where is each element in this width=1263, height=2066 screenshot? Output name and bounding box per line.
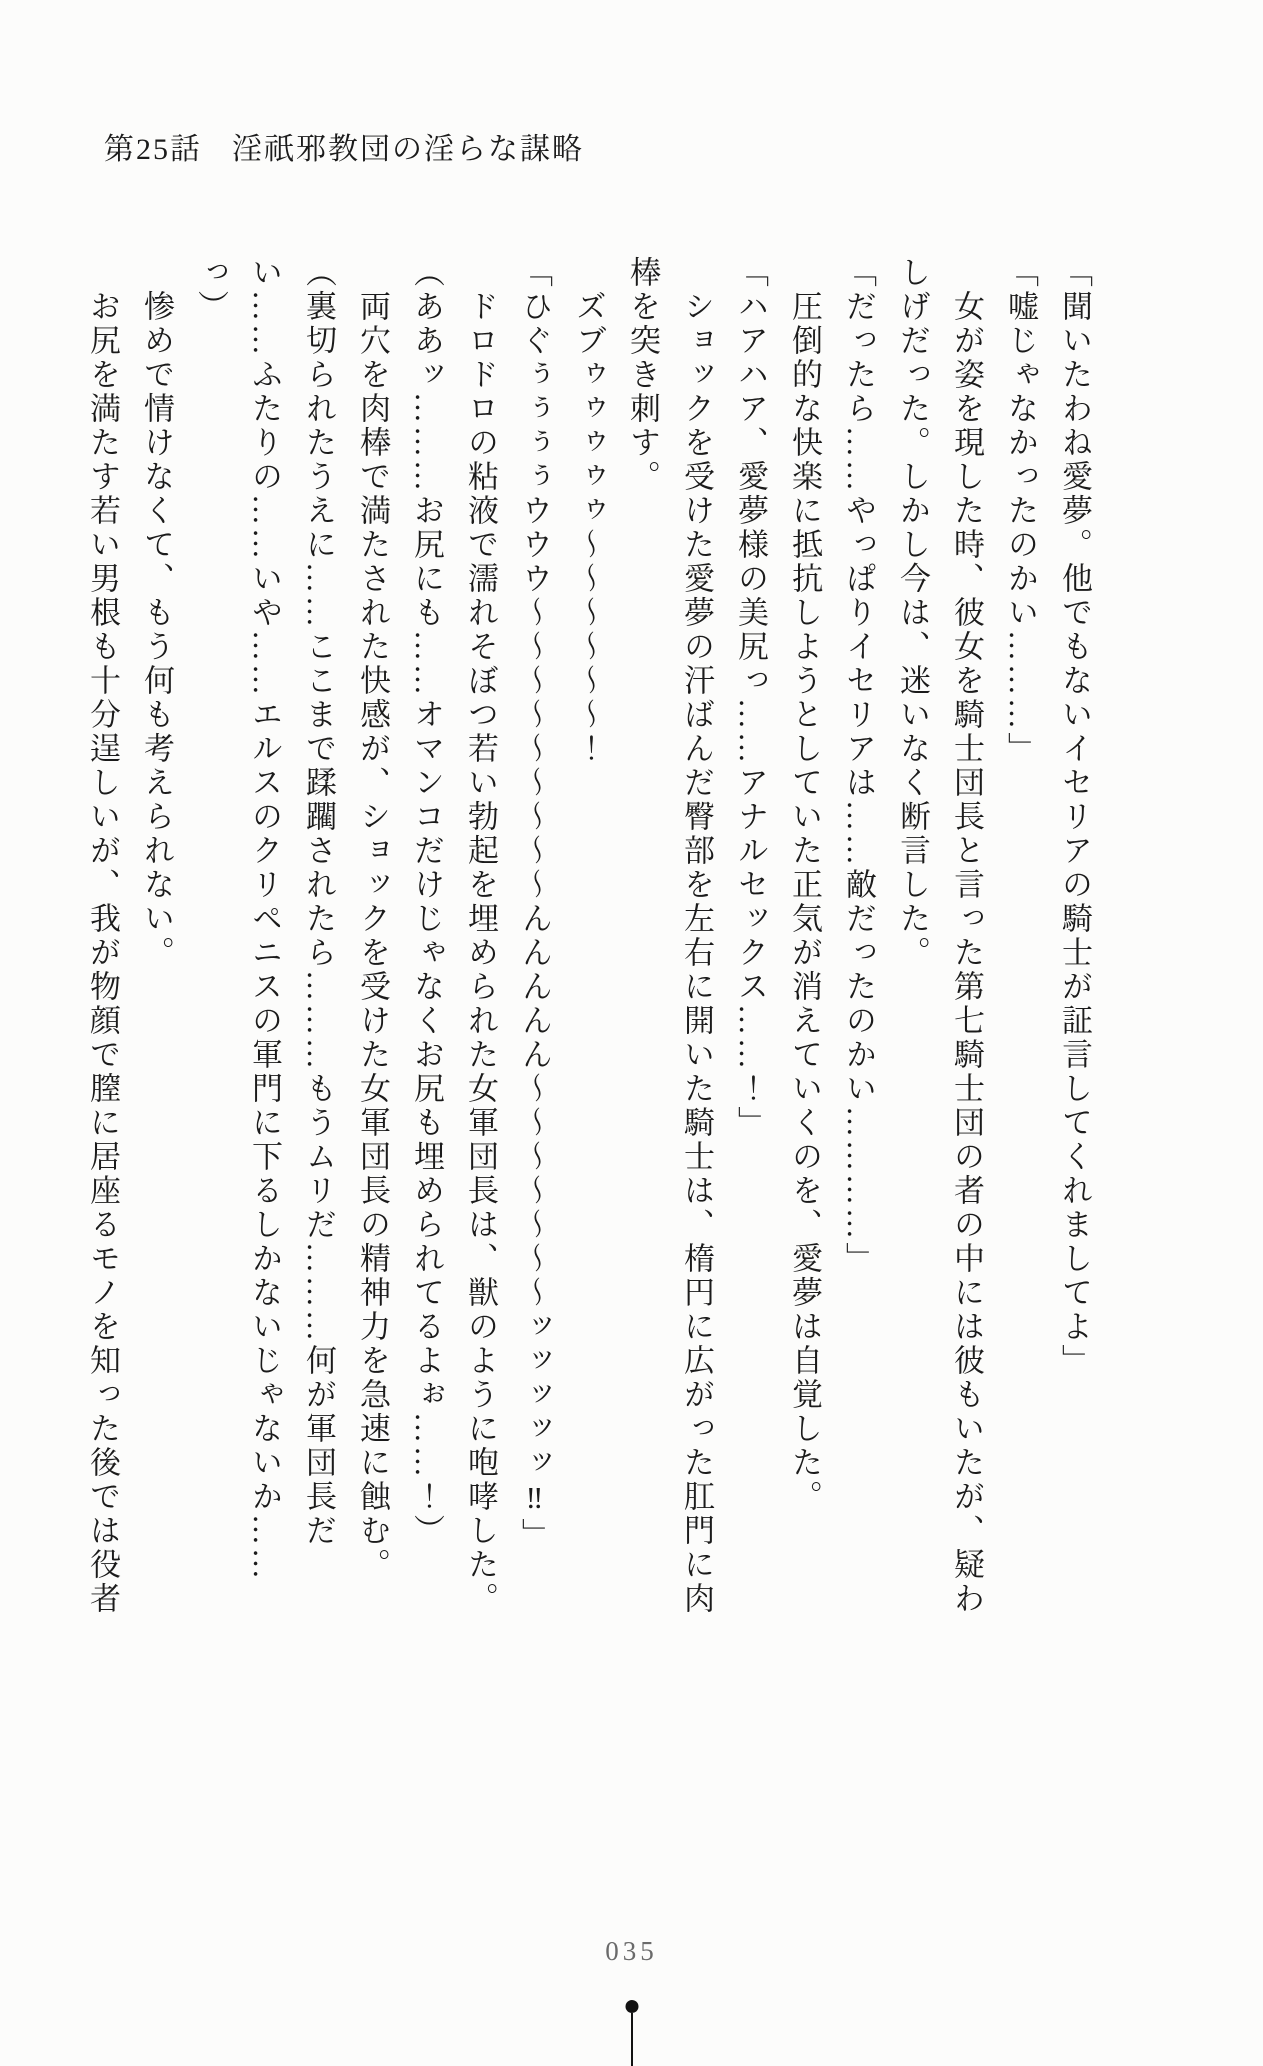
footer-stem-ornament	[631, 2013, 633, 2066]
text-line: ドロドロの粘液で濡れそぼつ若い勃起を埋められた女軍団長は、獣のように咆哮した。	[463, 256, 498, 1616]
footer-dot-ornament	[625, 2000, 638, 2013]
text-line: 惨めで情けなくて、もう何も考えられない。	[139, 256, 174, 970]
chapter-header	[104, 124, 584, 168]
text-line: 「嘘じゃなかったのかい………」	[1003, 256, 1038, 766]
text-line: お尻を満たす若い男根も十分逞しいが、我が物顔で膣に居座るモノを知った後では役者	[85, 256, 120, 1616]
text-line: 「だったら……やっぱりイセリアは……敵だったのかい…………」	[841, 256, 876, 1276]
text-line: 「ひぐぅぅぅぅウウウ〜〜〜〜〜〜〜〜〜んんんんん〜〜〜〜〜〜〜ッッッッッ‼」	[517, 256, 552, 1552]
text-line: 女が姿を現した時、彼女を騎士団長と言った第七騎士団の者の中には彼もいたが、疑わしげだった。しかし今は、迷いなく断言した。	[895, 256, 984, 1616]
text-line: 「聞いたわね愛夢。他でもないイセリアの騎士が証言してくれましてよ」	[1057, 256, 1092, 1378]
text-line: ショックを受けた愛夢の汗ばんだ臀部を左右に開いた騎士は、楕円に広がった肛門に肉棒を突き刺す。	[625, 256, 714, 1616]
text-line: 圧倒的な快楽に抵抗しようとしていた正気が消えていくのを、愛夢は自覚した。	[787, 256, 822, 1514]
text-line: 両穴を肉棒で満たされた快感が、ショックを受けた女軍団長の精神力を急速に蝕む。	[355, 256, 390, 1582]
text-line: （裏切られたうえに……ここまで蹂躙されたら………もうムリだ………何が軍団長だい……ふたりの……いや……エルスのクリペニスの軍門に下るしかないじゃないか……っ）	[193, 256, 336, 1582]
text-line: ズブゥゥゥゥゥ〜〜〜〜〜〜！	[571, 256, 606, 766]
chapter-number: 第25話	[104, 133, 202, 166]
page-number: 035	[605, 1936, 658, 1966]
body-text	[75, 256, 1101, 1618]
text-line: 「ハアハア、愛夢様の美尻っ……アナルセックス……！」	[733, 256, 768, 1140]
page-footer	[0, 1936, 1263, 2066]
chapter-title: 淫祇邪教団の淫らな謀略	[232, 133, 584, 166]
text-line: （ああッ………お尻にも……オマンコだけじゃなくお尻も埋められてるよぉ……！）	[409, 256, 444, 1548]
